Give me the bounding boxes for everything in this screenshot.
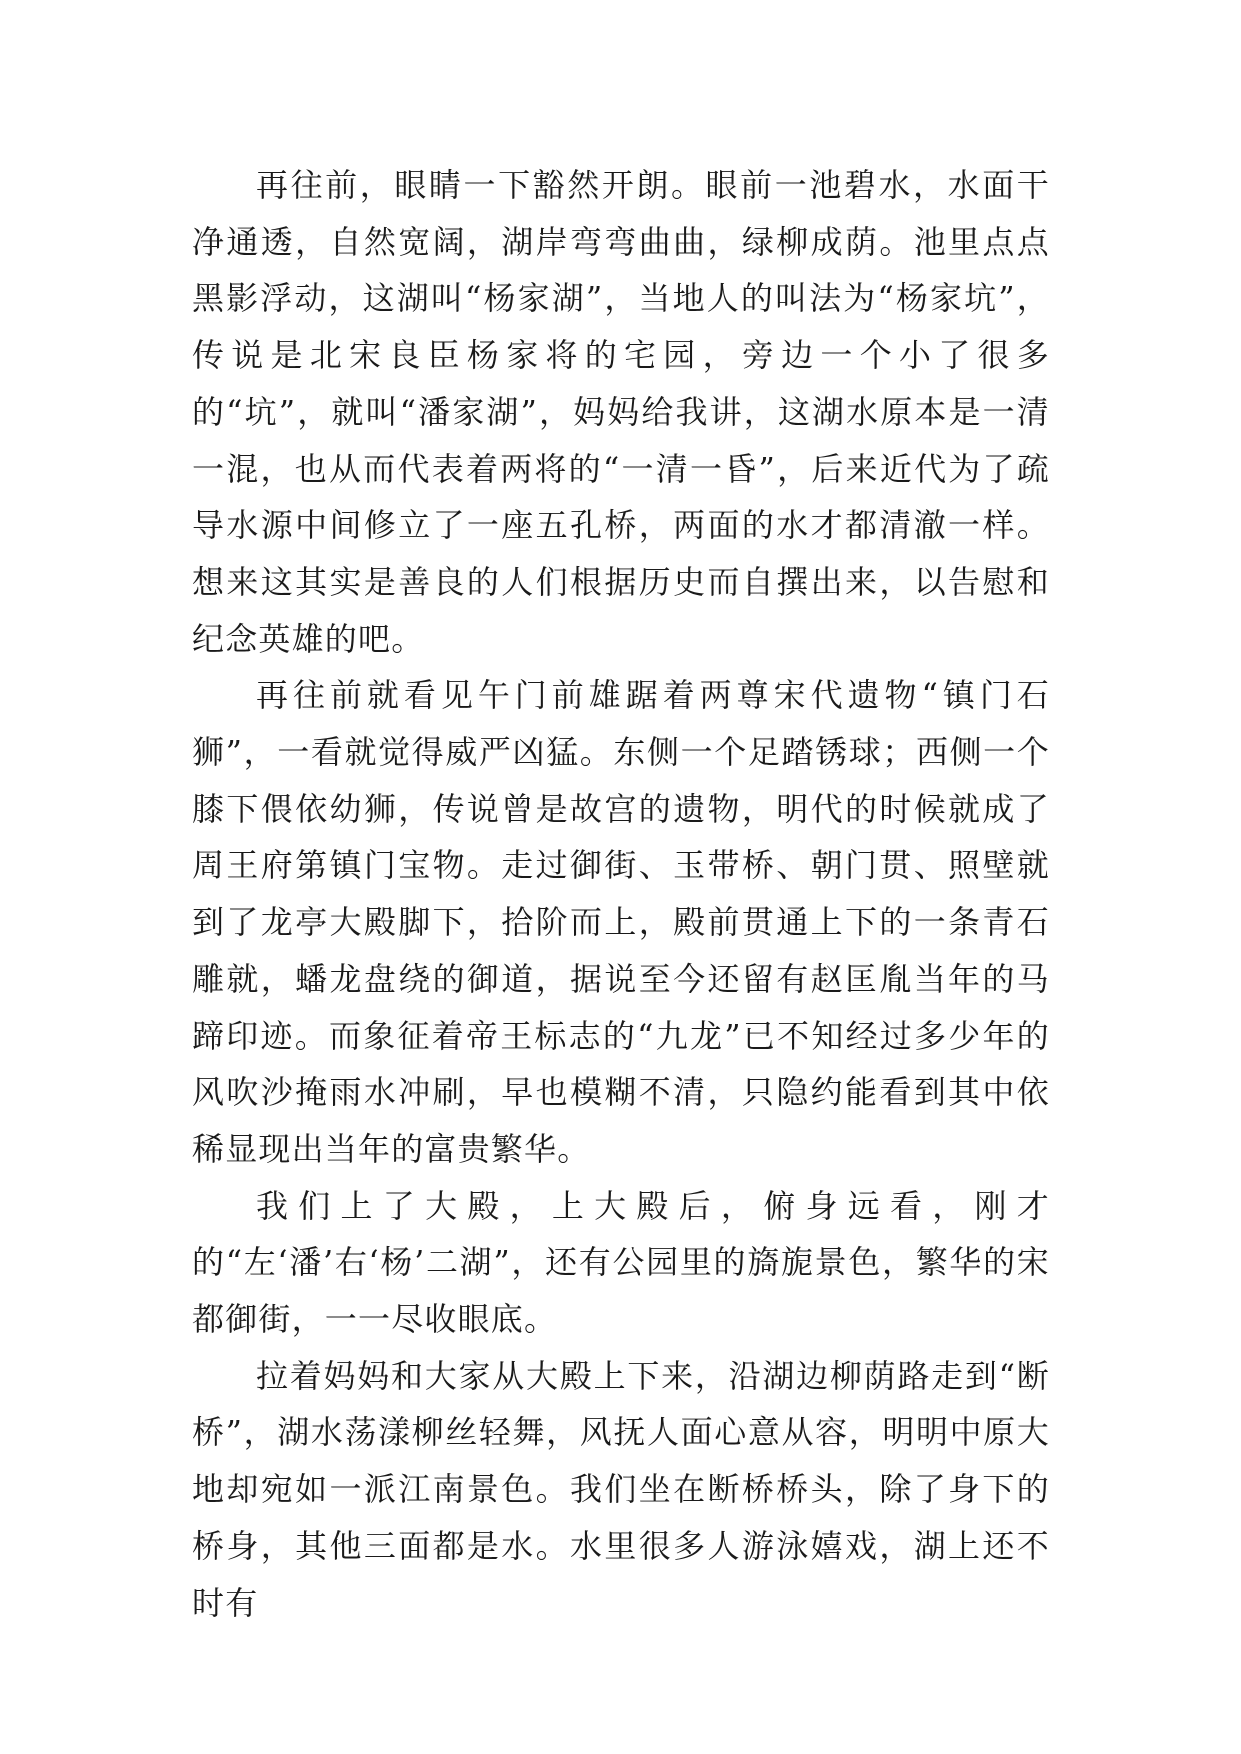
document-body <box>192 157 1050 1631</box>
paragraph-stone-lions-dragon-pavilion: 再往前就看见午门前雄踞着两尊宋代遗物“镇门石狮”，一看就觉得威严凶猛。东侧一个足踏锈球；西侧一个膝下偎依幼狮，传说曾是故宫的遗物，明代的时候就成了周王府第镇门宝物。走过御街、玉带桥、朝门贯、照壁就到了龙亭大殿脚下，拾阶而上，殿前贯通上下的一条青石雕就，蟠龙盘绕的御道，据说至今还留有赵匡胤当年的马蹄印迹。而象征着帝王标志的“九龙”已不知经过多少年的风吹沙掩雨水冲刷，早也模糊不清，只隐约能看到其中依稀显现出当年的富贵繁华。 <box>192 676 1050 1168</box>
paragraph-view-from-hall: 我们上了大殿，上大殿后，俯身远看，刚才的“左‘潘’右‘杨’二湖”，还有公园里的旖旎景色，繁华的宋都御街，一一尽收眼底。 <box>192 1186 1050 1339</box>
paragraph-yang-pan-lakes: 再往前，眼睛一下豁然开朗。眼前一池碧水，水面干净通透，自然宽阔，湖岸弯弯曲曲，绿柳成荫。池里点点黑影浮动，这湖叫“杨家湖”，当地人的叫法为“杨家坑”，传说是北宋良臣杨家将的宅园，旁边一个小了很多的“坑”，就叫“潘家湖”，妈妈给我讲，这湖水原本是一清一混，也从而代表着两将的“一清一昏”，后来近代为了疏导水源中间修立了一座五孔桥，两面的水才都清澈一样。想来这其实是善良的人们根据历史而自撰出来，以告慰和纪念英雄的吧。 <box>192 166 1050 658</box>
paragraph-broken-bridge: 拉着妈妈和大家从大殿上下来，沿湖边柳荫路走到“断桥”，湖水荡漾柳丝轻舞，风抚人面心意从容，明明中原大地却宛如一派江南景色。我们坐在断桥桥头，除了身下的桥身，其他三面都是水。水里很多人游泳嬉戏，湖上还不时有 <box>192 1356 1050 1622</box>
